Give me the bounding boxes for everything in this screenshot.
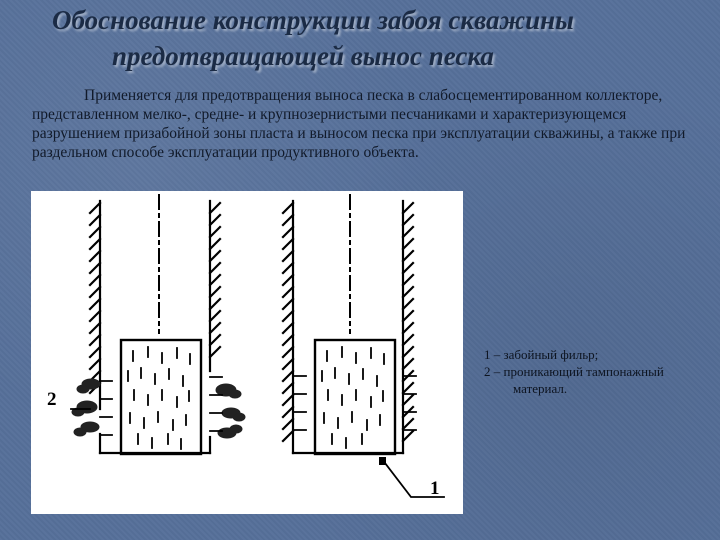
legend-item-2-continued: материал. bbox=[513, 381, 568, 396]
right-well-left-hatch bbox=[283, 203, 293, 441]
right-well-filter-slots bbox=[322, 347, 384, 448]
title-line-1: Обоснование конструкции забоя скважины bbox=[52, 5, 574, 35]
title-line-2: предотвращающей вынос песка bbox=[112, 41, 494, 71]
body-paragraph: Применяется для предотвращения выноса песка в слабосцементированном коллекторе, представленном мелко-, средне- и крупнозернистыми песчаниками и характеризующемся разрушением призабойной зоны пласта и выносом песка при эксплуатации скважины, а также при раздельном способе эксплуатации продуктивного объекта. bbox=[32, 87, 686, 161]
left-well-filter-slots bbox=[128, 347, 190, 449]
legend-item-1: 1 – забойный фильр; bbox=[484, 347, 599, 362]
figure-legend bbox=[484, 346, 714, 397]
left-well-right-hatch bbox=[210, 203, 220, 357]
well-diagram-figure bbox=[31, 191, 463, 514]
right-well-perforation-ticks bbox=[293, 376, 416, 430]
left-well-sand-blobs bbox=[72, 379, 245, 438]
figure-label-2: 2 bbox=[47, 389, 57, 410]
right-well bbox=[283, 195, 444, 497]
well-diagram-svg bbox=[31, 191, 463, 514]
left-well-left-hatch bbox=[90, 203, 100, 393]
right-well-right-hatch bbox=[403, 203, 413, 441]
left-well-perforation-ticks bbox=[100, 377, 222, 435]
slide-title bbox=[40, 2, 700, 74]
figure-label-1: 1 bbox=[430, 478, 440, 499]
legend-item-2: 2 – проникающий тампонажный bbox=[484, 364, 664, 379]
left-well bbox=[90, 195, 220, 454]
